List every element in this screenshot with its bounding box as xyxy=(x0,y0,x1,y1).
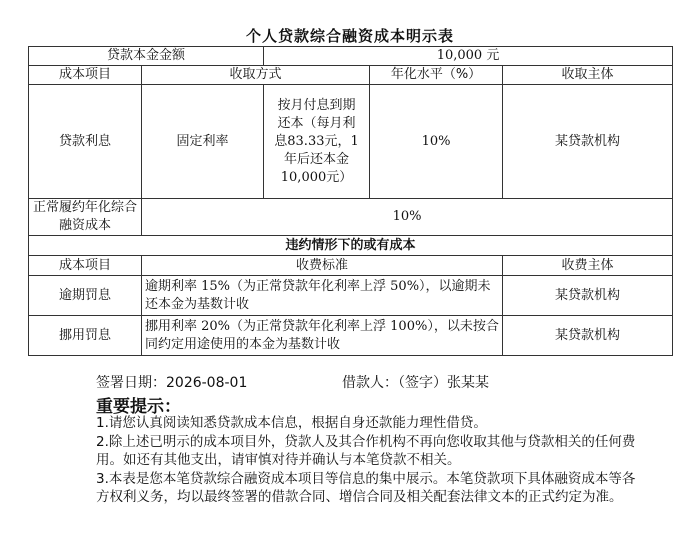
contingent-header-item: 成本项目 xyxy=(29,256,142,276)
overdue-penalty-item: 逾期罚息 xyxy=(29,276,142,316)
normal-cost-value: 10% xyxy=(142,199,673,236)
interest-item: 贷款利息 xyxy=(29,85,142,199)
interest-entity: 某贷款机构 xyxy=(503,85,673,199)
interest-method-detail: 按月付息到期还本（每月利息83.33元，1年后还本金10,000元） xyxy=(264,85,370,199)
signing-date: 签署日期：2026-08-01 xyxy=(96,375,248,391)
header-entity: 收取主体 xyxy=(503,66,673,85)
contingent-section-row xyxy=(29,236,673,256)
misuse-penalty-standard: 挪用利率 20%（为正常贷款年化利率上浮 100%），以未按合同约定用途使用的本金为基数计收 xyxy=(142,316,503,356)
interest-rate: 10% xyxy=(370,85,503,199)
principal-row xyxy=(29,47,673,66)
notice-item: 2.除上述已明示的成本项目外，贷款人及其合作机构不再向您收取其他与贷款相关的任何费用。如还有其他支出，请审慎对待并确认与本笔贷款不相关。 xyxy=(96,433,636,469)
principal-label: 贷款本金金额 xyxy=(29,47,264,66)
principal-value: 10,000 元 xyxy=(264,47,673,66)
header-cost-item: 成本项目 xyxy=(29,66,142,85)
interest-row xyxy=(29,85,673,199)
misuse-penalty-row xyxy=(29,316,673,356)
normal-cost-label: 正常履约年化综合融资成本 xyxy=(29,199,142,236)
borrower-signature: 借款人：（签字）张某某 xyxy=(342,375,489,391)
cost-header-row xyxy=(29,66,673,85)
overdue-penalty-row xyxy=(29,276,673,316)
overdue-penalty-entity: 某贷款机构 xyxy=(503,276,673,316)
misuse-penalty-entity: 某贷款机构 xyxy=(503,316,673,356)
misuse-penalty-item: 挪用罚息 xyxy=(29,316,142,356)
normal-cost-row xyxy=(29,199,673,236)
document-title: 个人贷款综合融资成本明示表 xyxy=(245,27,454,45)
important-notice-title: 重要提示： xyxy=(96,397,181,417)
header-annual-rate: 年化水平（%） xyxy=(370,66,503,85)
header-method: 收取方式 xyxy=(142,66,370,85)
cost-disclosure-table xyxy=(28,46,673,356)
contingent-header-entity: 收费主体 xyxy=(503,256,673,276)
interest-method: 固定利率 xyxy=(142,85,264,199)
contingent-header-standard: 收费标准 xyxy=(142,256,503,276)
notice-item: 3.本表是您本笔贷款综合融资成本项目等信息的集中展示。本笔贷款项下具体融资成本等各方权利义务，均以最终签署的借款合同、增信合同及相关配套法律文本的正式约定为准。 xyxy=(96,470,636,506)
overdue-penalty-standard: 逾期利率 15%（为正常贷款年化利率上浮 50%），以逾期未还本金为基数计收 xyxy=(142,276,503,316)
contingent-section-title: 违约情形下的或有成本 xyxy=(29,236,673,256)
contingent-header-row xyxy=(29,256,673,276)
important-notice-list xyxy=(96,414,636,507)
notice-item: 1.请您认真阅读知悉贷款成本信息，根据自身还款能力理性借贷。 xyxy=(96,415,487,431)
